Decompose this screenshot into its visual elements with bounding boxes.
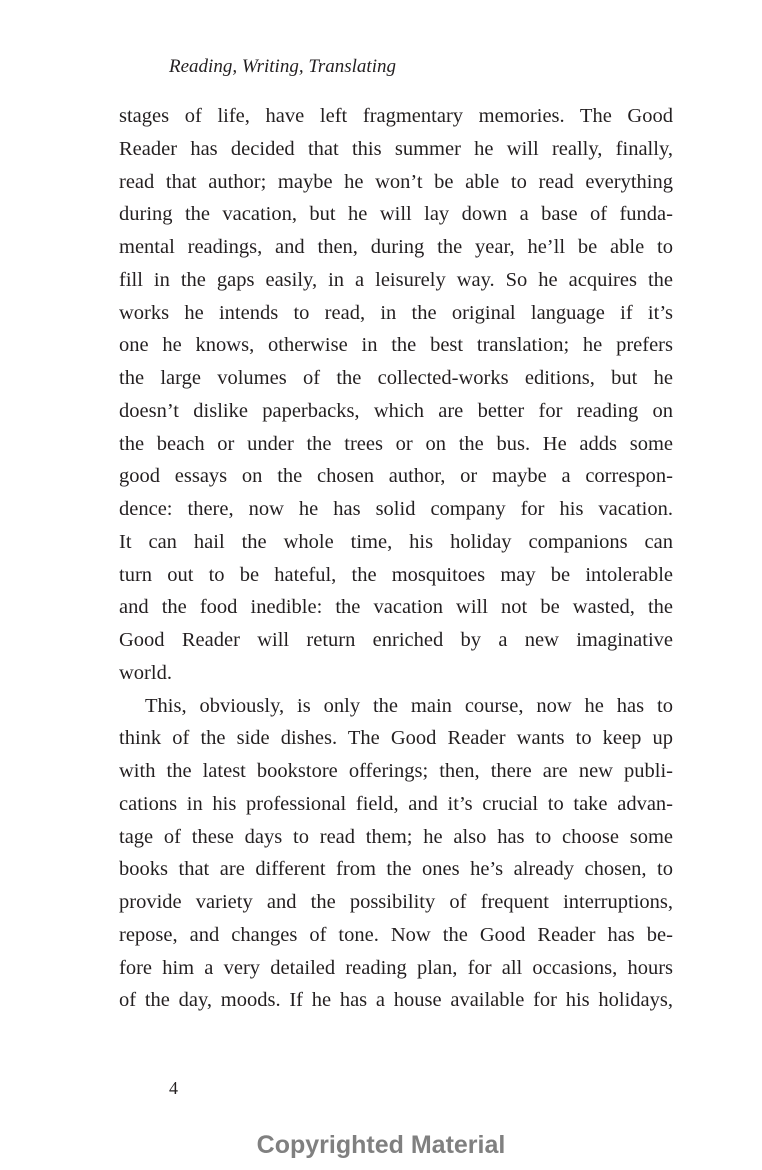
text-line: good essays on the chosen author, or maybe a correspon- <box>119 465 673 488</box>
text-line: This, obviously, is only the main course, now he has to <box>145 694 673 717</box>
text-line: fill in the gaps easily, in a leisurely way. So he acquires the <box>119 268 673 291</box>
text-line: the large volumes of the collected-works editions, but he <box>119 367 673 389</box>
page-number: 4 <box>169 1078 178 1098</box>
text-line: Good Reader will return enriched by a new imaginative <box>119 629 673 651</box>
text-line: world. <box>119 661 172 684</box>
text-line: books that are different from the ones he’s already chosen, to <box>119 858 673 881</box>
body-text <box>119 100 673 1017</box>
paragraph-1 <box>119 100 673 690</box>
text-line: tage of these days to read them; he also has to choose some <box>119 825 673 848</box>
text-line: fore him a very detailed reading plan, for all occasions, hours <box>119 956 673 979</box>
copyright-watermark: Copyrighted Material <box>256 1131 506 1159</box>
text-line: one he knows, otherwise in the best translation; he prefers <box>119 334 673 357</box>
text-line: think of the side dishes. The Good Reader wants to keep up <box>119 727 673 750</box>
text-line: of the day, moods. If he has a house available for his holidays, <box>119 989 673 1012</box>
text-line: It can hail the whole time, his holiday companions can <box>119 530 673 553</box>
running-head: Reading, Writing, Translating <box>169 56 396 77</box>
text-line: mental readings, and then, during the year, he’ll be able to <box>119 236 673 258</box>
text-line: Reader has decided that this summer he will really, finally, <box>119 137 673 160</box>
text-line: cations in his professional field, and it’s crucial to take advan- <box>119 792 673 815</box>
paragraph-2 <box>119 690 673 1018</box>
text-line: provide variety and the possibility of frequent interruptions, <box>119 891 673 913</box>
text-line: repose, and changes of tone. Now the Good Reader has be- <box>119 923 673 946</box>
text-line: turn out to be hateful, the mosquitoes may be intolerable <box>119 563 673 586</box>
text-line: dence: there, now he has solid company for his vacation. <box>119 498 673 520</box>
text-line: during the vacation, but he will lay down a base of funda- <box>119 203 673 226</box>
text-line: doesn’t dislike paperbacks, which are better for reading on <box>119 399 673 422</box>
text-line: works he intends to read, in the original language if it’s <box>119 301 673 324</box>
text-line: stages of life, have left fragmentary memories. The Good <box>119 105 673 127</box>
text-line: and the food inedible: the vacation will not be wasted, the <box>119 596 673 619</box>
text-line: with the latest bookstore offerings; then, there are new publi- <box>119 760 673 782</box>
text-line: read that author; maybe he won’t be able to read everything <box>119 170 673 193</box>
text-line: the beach or under the trees or on the bus. He adds some <box>119 432 673 455</box>
